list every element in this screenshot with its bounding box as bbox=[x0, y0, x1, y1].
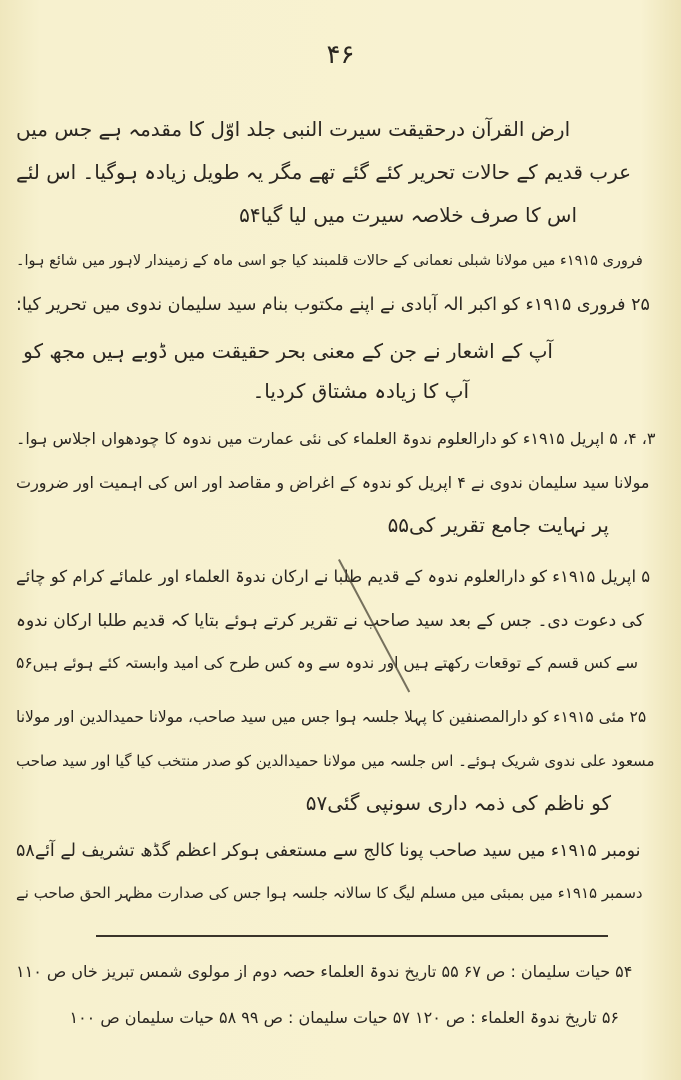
page-number: ۴۶ bbox=[326, 40, 355, 70]
paragraph-line-april: ۳، ۴، ۵ اپریل ۱۹۱۵ء کو دارالعلوم ندوۃ العلماء کی نئی عمارت میں ندوہ کا چودھواں اجلاس ہوا۔ bbox=[16, 429, 656, 448]
paragraph-line-students-2: کی دعوت دی۔ جس کے بعد سید صاحب نے تقریر کرتے ہوئے بتایا کہ قدیم طلبا ارکان ندوہ bbox=[16, 611, 644, 631]
paragraph-line-feb: فروری ۱۹۱۵ء میں مولانا شبلی نعمانی کے حالات قلمبند کیا جو اسی ماہ کے زمیندار لاہور میں شائع ہوا۔ bbox=[16, 253, 643, 269]
quote-line-3: اس کا صرف خلاصہ سیرت میں لیا گیا۵۴ bbox=[239, 203, 577, 227]
footnote-divider bbox=[96, 935, 608, 937]
footnote-line-2: ۵۶ تاریخ ندوۃ العلماء : ص ۱۲۰ ۵۷ حیات سلیمان : ص ۹۹ ۵۸ حیات سلیمان ص ۱۰۰ bbox=[69, 1008, 619, 1027]
paragraph-line-nadwi: مولانا سید سلیمان ندوی نے ۴ اپریل کو ندوہ کے اغراض و مقاصد اور اس کی اہمیت اور ضرورت bbox=[16, 473, 650, 492]
paragraph-line-darulmusannifin-1: ۲۵ مئی ۱۹۱۵ء کو دارالمصنفین کا پہلا جلسہ ہوا جس میں سید صاحب، مولانا حمیدالدین اور مولانا bbox=[16, 708, 647, 726]
paragraph-line-akbar: ۲۵ فروری ۱۹۱۵ء کو اکبر الہ آبادی نے اپنے مکتوب بنام سید سلیمان ندوی میں تحریر کیا: bbox=[16, 295, 650, 315]
paragraph-line-darulmusannifin-2: مسعود علی ندوی شریک ہوئے۔ اس جلسہ میں مولانا حمیدالدین کو صدر منتخب کیا گیا اور سید صاحب bbox=[16, 752, 655, 770]
poem-quote-line-2: آپ کا زیادہ مشتاق کردیا۔ bbox=[252, 379, 469, 403]
quote-line-1: ارض القرآن درحقیقت سیرت النبی جلد اوّل کا مقدمہ ہے جس میں bbox=[16, 117, 571, 141]
paragraph-line-students-1: ۵ اپریل ۱۹۱۵ء کو دارالعلوم ندوہ کے قدیم طلبا نے ارکان ندوۃ العلماء اور علمائے کرام کو چائے bbox=[16, 567, 651, 586]
paragraph-line-darulmusannifin-3: کو ناظم کی ذمہ داری سونپی گئی۵۷ bbox=[305, 791, 611, 815]
paragraph-line-december: دسمبر ۱۹۱۵ء میں بمبئی میں مسلم لیگ کا سالانہ جلسہ ہوا جس کی صدارت مظہر الحق صاحب نے bbox=[16, 884, 643, 902]
paragraph-line-speech: پر نہایت جامع تقریر کی۵۵ bbox=[387, 513, 609, 537]
footnote-line-1: ۵۴ حیات سلیمان : ص ۶۷ ۵۵ تاریخ ندوۃ العلماء حصہ دوم از مولوی شمس تبریز خاں ص ۱۱۰ bbox=[16, 962, 633, 981]
paragraph-line-november: نومبر ۱۹۱۵ء میں سید صاحب پونا کالج سے مستعفی ہوکر اعظم گڈھ تشریف لے آئے۵۸ bbox=[16, 841, 641, 861]
poem-quote-line-1: آپ کے اشعار نے جن کے معنی بحر حقیقت میں ڈوبے ہیں مجھ کو bbox=[23, 339, 553, 363]
quote-line-2: عرب قدیم کے حالات تحریر کئے گئے تھے مگر یہ طویل زیادہ ہوگیا۔ اس لئے bbox=[16, 160, 632, 184]
paragraph-line-students-3: سے کس قسم کے توقعات رکھتے ہیں اور ندوہ سے وہ کس طرح کی امید وابستہ کئے ہوئے ہیں۵۶ bbox=[16, 654, 638, 672]
